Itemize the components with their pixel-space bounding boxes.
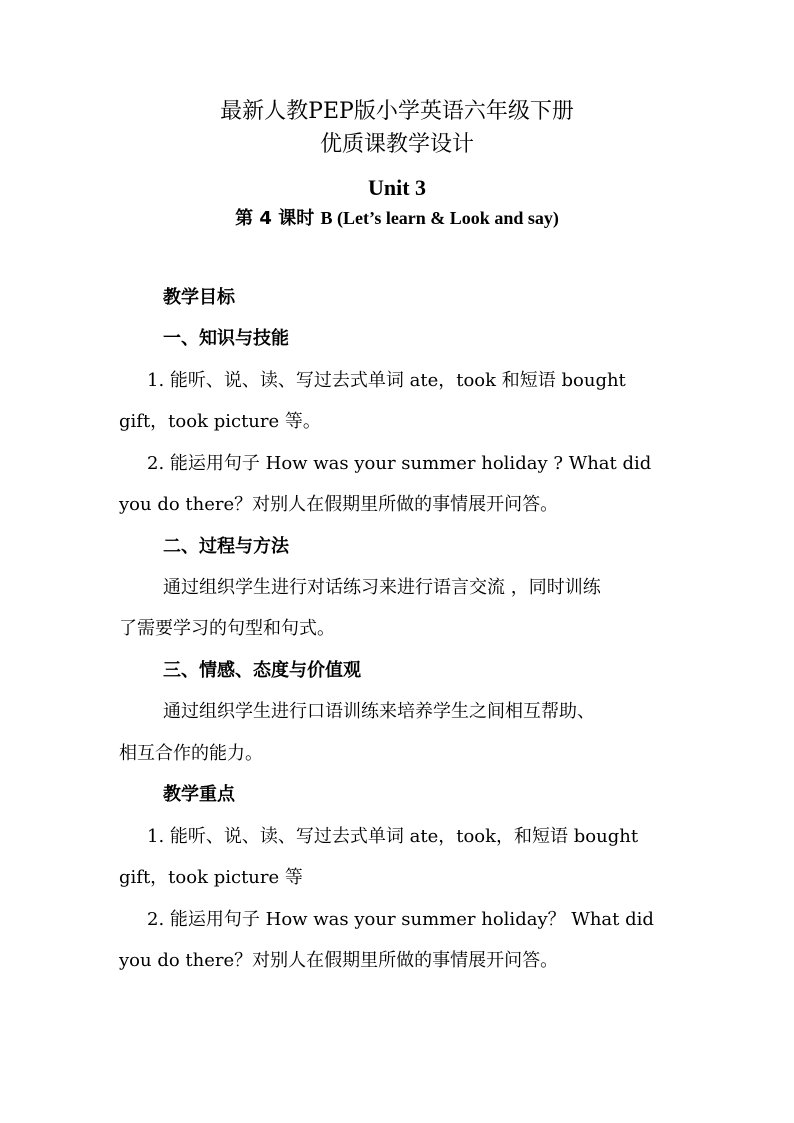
objectives-heading: 教学目标 [163,287,235,308]
lesson-subtitle: B (Let’s learn & Look and say) [320,208,559,228]
key-point-1-line-1: 1. 能听、说、读、写过去式单词 ate，took，和短语 bought [147,826,639,847]
knowledge-item-2-line-2: you do there？对别人在假期里所做的事情展开问答。 [119,494,559,515]
key-point-2-line-2: you do there？对别人在假期里所做的事情展开问答。 [119,950,559,971]
key-points-heading: 教学重点 [163,784,235,805]
lesson-number: 第 4 课时 [235,208,315,229]
emotion-line-1: 通过组织学生进行口语训练来培养学生之间相互帮助、 [163,701,595,722]
document-title-line-2: 优质课教学设计 [319,132,474,157]
emotion-line-2: 相互合作的能力。 [119,743,263,764]
process-line-2: 了需要学习的句型和句式。 [119,618,335,639]
unit-title: Unit 3 [367,175,427,200]
knowledge-item-1-line-1: 1. 能听、说、读、写过去式单词 ate，took 和短语 bought [147,370,626,391]
emotion-heading: 三、情感、态度与价值观 [163,660,361,681]
key-point-1-line-2: gift，took picture 等 [119,867,303,888]
knowledge-heading: 一、知识与技能 [163,328,289,349]
knowledge-item-1-line-2: gift，took picture 等。 [119,411,321,432]
knowledge-item-2-line-1: 2. 能运用句子 How was your summer holiday ? What did [147,453,652,474]
key-point-2-line-1: 2. 能运用句子 How was your summer holiday？ What did [147,909,654,930]
document-title-line-1: 最新人教PEP版小学英语六年级下册 [220,99,574,124]
process-line-1: 通过组织学生进行对话练习来进行语言交流 ，同时训练 [163,577,601,598]
lesson-title [0,206,794,231]
process-heading: 二、过程与方法 [163,536,289,557]
